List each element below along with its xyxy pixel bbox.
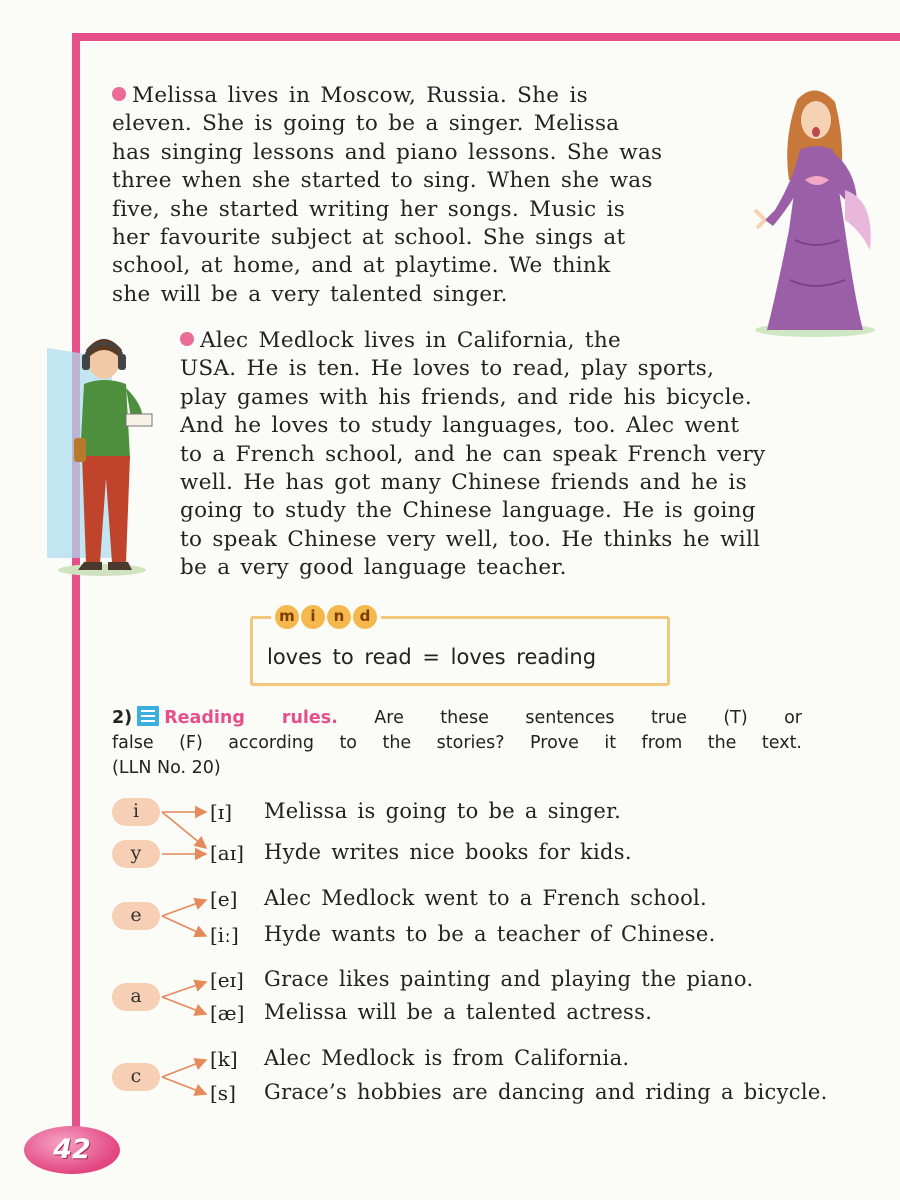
story-alec <box>180 327 766 583</box>
rule-sentence: Melissa will be a talented actress. <box>264 1000 653 1024</box>
rule-sentence: Grace’s hobbies are dancing and riding a bicycle. <box>264 1080 828 1104</box>
phoneme: [ɪ] <box>210 800 233 824</box>
page-frame-left <box>72 33 80 1153</box>
book-icon <box>137 706 159 726</box>
rule-sentence: Grace likes painting and playing the piano. <box>264 967 754 991</box>
task-instruction: Are these sentences true (T) or <box>374 708 802 728</box>
letter-pill-a: a <box>112 983 160 1011</box>
story-line: Alec Medlock lives in California, the <box>180 327 766 355</box>
bullet-icon <box>112 87 126 101</box>
story-line: has singing lessons and piano lessons. She was <box>112 139 663 165</box>
singer-girl-illustration <box>745 80 885 340</box>
boy-reading-illustration <box>42 328 172 578</box>
task-number: 2) <box>112 708 133 728</box>
story-line: play games with his friends, and ride his bicycle. <box>180 384 752 410</box>
task-line: (LLN No. 20) <box>112 758 221 778</box>
story-line: her favourite subject at school. She sings at <box>112 225 626 251</box>
bullet-icon <box>180 332 194 346</box>
letter-pill-i: i <box>112 798 160 826</box>
story-line: to a French school, and he can speak French very <box>180 441 766 467</box>
story-line: to speak Chinese very well, too. He thinks he will <box>180 526 761 552</box>
phoneme: [e] <box>210 887 238 911</box>
rule-sentence: Hyde writes nice books for kids. <box>264 840 632 864</box>
phoneme: [k] <box>210 1047 238 1071</box>
page-number: 42 <box>24 1126 120 1174</box>
phoneme: [iː] <box>210 923 239 947</box>
story-melissa <box>112 82 662 309</box>
rule-sentence: Melissa is going to be a singer. <box>264 799 622 823</box>
phoneme: [eɪ] <box>210 968 244 992</box>
story-line: be a very good language teacher. <box>180 555 567 581</box>
story-line: she will be a very talented singer. <box>112 281 508 307</box>
phoneme: [æ] <box>210 1001 245 1025</box>
rule-sentence: Hyde wants to be a teacher of Chinese. <box>264 922 716 946</box>
task-title: Reading rules. <box>164 708 338 728</box>
rule-sentence: Alec Medlock is from California. <box>264 1046 630 1070</box>
story-line: well. He has got many Chinese friends and he is <box>180 470 747 496</box>
story-line: Melissa lives in Moscow, Russia. She is <box>112 82 662 110</box>
letter-pill-y: y <box>112 840 160 868</box>
task-line: false (F) according to the stories? Prove it from the text. <box>112 733 802 753</box>
story-line: USA. He is ten. He loves to read, play sports, <box>180 356 715 382</box>
phoneme: [aɪ] <box>210 841 244 865</box>
letter-pill-e: e <box>112 902 160 930</box>
story-line: eleven. She is going to be a singer. Melissa <box>112 111 620 137</box>
task-line <box>112 706 802 731</box>
mind-letter: i <box>301 605 325 629</box>
mind-note-box <box>250 607 670 686</box>
story-line: five, she started writing her songs. Music is <box>112 196 626 222</box>
story-line: And he loves to study languages, too. Alec went <box>180 413 740 439</box>
mind-text: loves to read = loves reading <box>267 645 597 669</box>
letter-pill-c: c <box>112 1063 160 1091</box>
story-line: school, at home, and at playtime. We think <box>112 253 611 279</box>
mind-letter: n <box>327 605 351 629</box>
rule-sentence: Alec Medlock went to a French school. <box>264 886 707 910</box>
mind-letter: m <box>275 605 299 629</box>
story-line: three when she started to sing. When she was <box>112 168 653 194</box>
page-frame-top <box>72 33 900 41</box>
mind-label <box>271 605 381 629</box>
mind-letter: d <box>353 605 377 629</box>
story-line: going to study the Chinese language. He is going <box>180 498 756 524</box>
task-reading-rules <box>112 706 802 781</box>
phoneme: [s] <box>210 1081 236 1105</box>
